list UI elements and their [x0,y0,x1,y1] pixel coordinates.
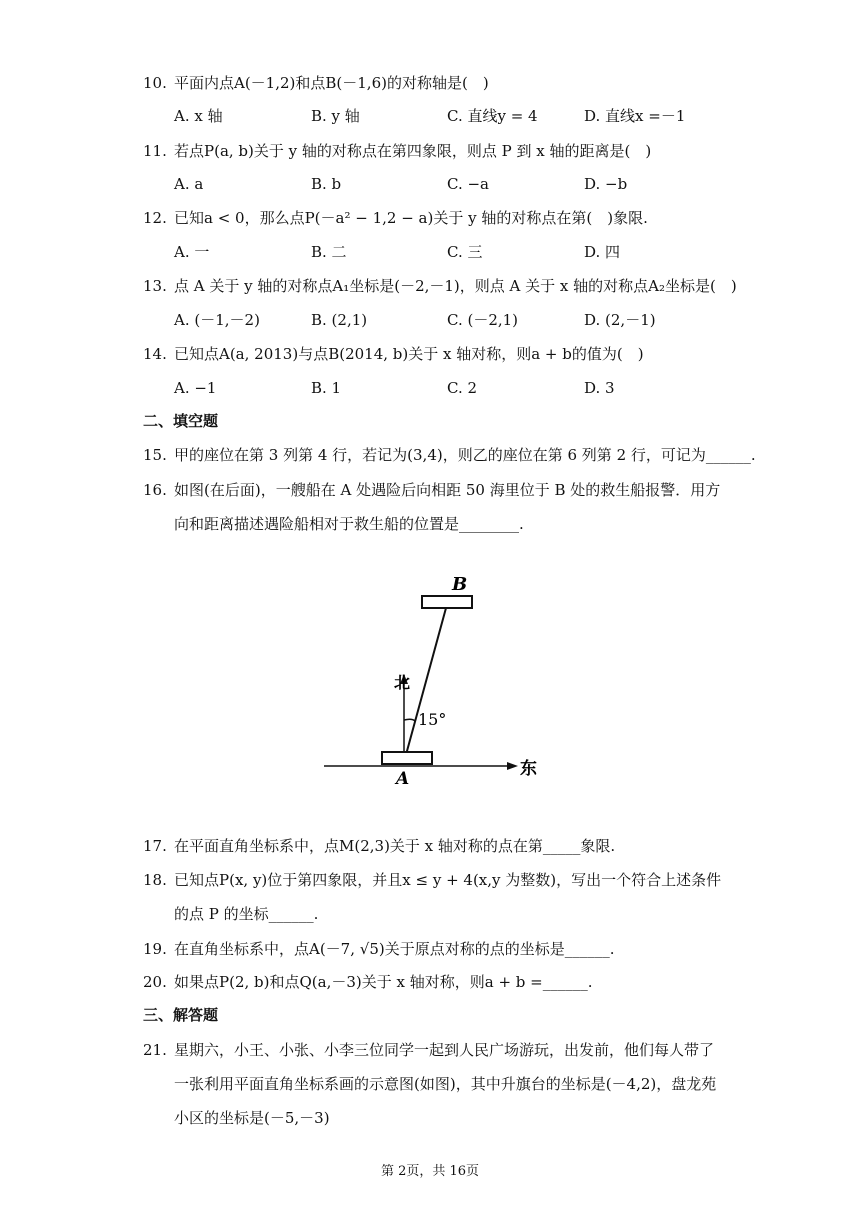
question-number: 11. [143,142,167,160]
question-number: 10. [143,74,167,92]
option-b: B. 二 [311,243,347,261]
question-number: 20. [143,973,167,991]
label-east: 东 [520,759,537,779]
question-number: 19. [143,940,167,958]
option-a: A. a [174,175,204,193]
ship-b-rect [422,596,472,608]
option-b: B. y 轴 [311,107,360,125]
label-north: 北 [394,673,411,692]
question-text: 小区的坐标是(－5,－3) [174,1109,330,1127]
east-arrow-head [507,762,518,770]
angle-label: 15° [418,710,447,729]
option-b: B. 1 [311,379,342,397]
ship-a-rect [382,752,432,764]
option-d: D. 直线x =－1 [584,107,686,125]
option-d: D. 3 [584,379,615,397]
angle-arc [404,719,415,721]
question-text: 已知点P(x, y)位于第四象限，并且x ≤ y + 4(x,y 为整数)，写出一个符合上述条件 [174,871,722,889]
question-text: 星期六，小王、小张、小李三位同学一起到人民广场游玩，出发前，他们每人带了 [174,1041,715,1059]
option-a: A. (－1,－2) [174,311,260,329]
option-a: A. x 轴 [174,107,223,125]
option-c: C. (－2,1) [447,311,519,329]
section-heading: 二、填空题 [143,412,219,430]
question-text: 的点 P 的坐标______. [174,905,319,923]
a-to-b-line [404,608,446,762]
direction-figure [320,570,550,790]
option-c: C. −a [447,175,489,193]
question-number: 14. [143,345,167,363]
option-c: C. 2 [447,379,478,397]
question-text: 平面内点A(－1,2)和点B(－1,6)的对称轴是( ) [174,74,489,92]
question-text: 在平面直角坐标系中，点M(2,3)关于 x 轴对称的点在第_____象限. [174,837,616,855]
question-number: 15. [143,446,167,464]
page-footer: 第 2页，共 16页 [380,1164,480,1179]
option-d: D. −b [584,175,628,193]
option-d: D. 四 [584,243,621,261]
question-text: 在直角坐标系中，点A(－7, √5)关于原点对称的点的坐标是______. [174,940,615,958]
label-a: A [396,769,410,789]
question-number: 12. [143,209,167,227]
option-a: A. −1 [174,379,217,397]
question-text: 甲的座位在第 3 列第 4 行，若记为(3,4)，则乙的座位在第 6 列第 2 行，可记为______. [174,446,756,464]
question-number: 16. [143,481,167,499]
question-text: 已知点A(a, 2013)与点B(2014, b)关于 x 轴对称，则a + b的值为( ) [174,345,644,363]
option-c: C. 三 [447,243,483,261]
option-b: B. b [311,175,342,193]
question-number: 13. [143,277,167,295]
question-text: 若点P(a, b)关于 y 轴的对称点在第四象限，则点 P 到 x 轴的距离是( ) [174,142,652,160]
question-text: 如果点P(2, b)和点Q(a,－3)关于 x 轴对称，则a + b =______. [174,973,593,991]
section-heading: 三、解答题 [143,1006,219,1024]
option-b: B. (2,1) [311,311,368,329]
question-text: 如图(在后面)，一艘船在 A 处遇险后向相距 50 海里位于 B 处的救生船报警．用方 [174,481,721,499]
option-c: C. 直线y = 4 [447,107,538,125]
question-text: 一张利用平面直角坐标系画的示意图(如图)，其中升旗台的坐标是(－4,2)，盘龙苑 [174,1075,717,1093]
question-text: 点 A 关于 y 轴的对称点A₁坐标是(－2,－1)，则点 A 关于 x 轴的对称点A₂坐标是( ) [174,277,737,295]
question-number: 21. [143,1041,167,1059]
question-text: 向和距离描述遇险船相对于救生船的位置是________. [174,515,524,533]
label-b: B [452,574,468,595]
question-number: 18. [143,871,167,889]
option-d: D. (2,－1) [584,311,656,329]
question-text: 已知a < 0，那么点P(－a² − 1,2 − a)关于 y 轴的对称点在第( )象限. [174,209,648,227]
option-a: A. 一 [174,243,210,261]
question-number: 17. [143,837,167,855]
